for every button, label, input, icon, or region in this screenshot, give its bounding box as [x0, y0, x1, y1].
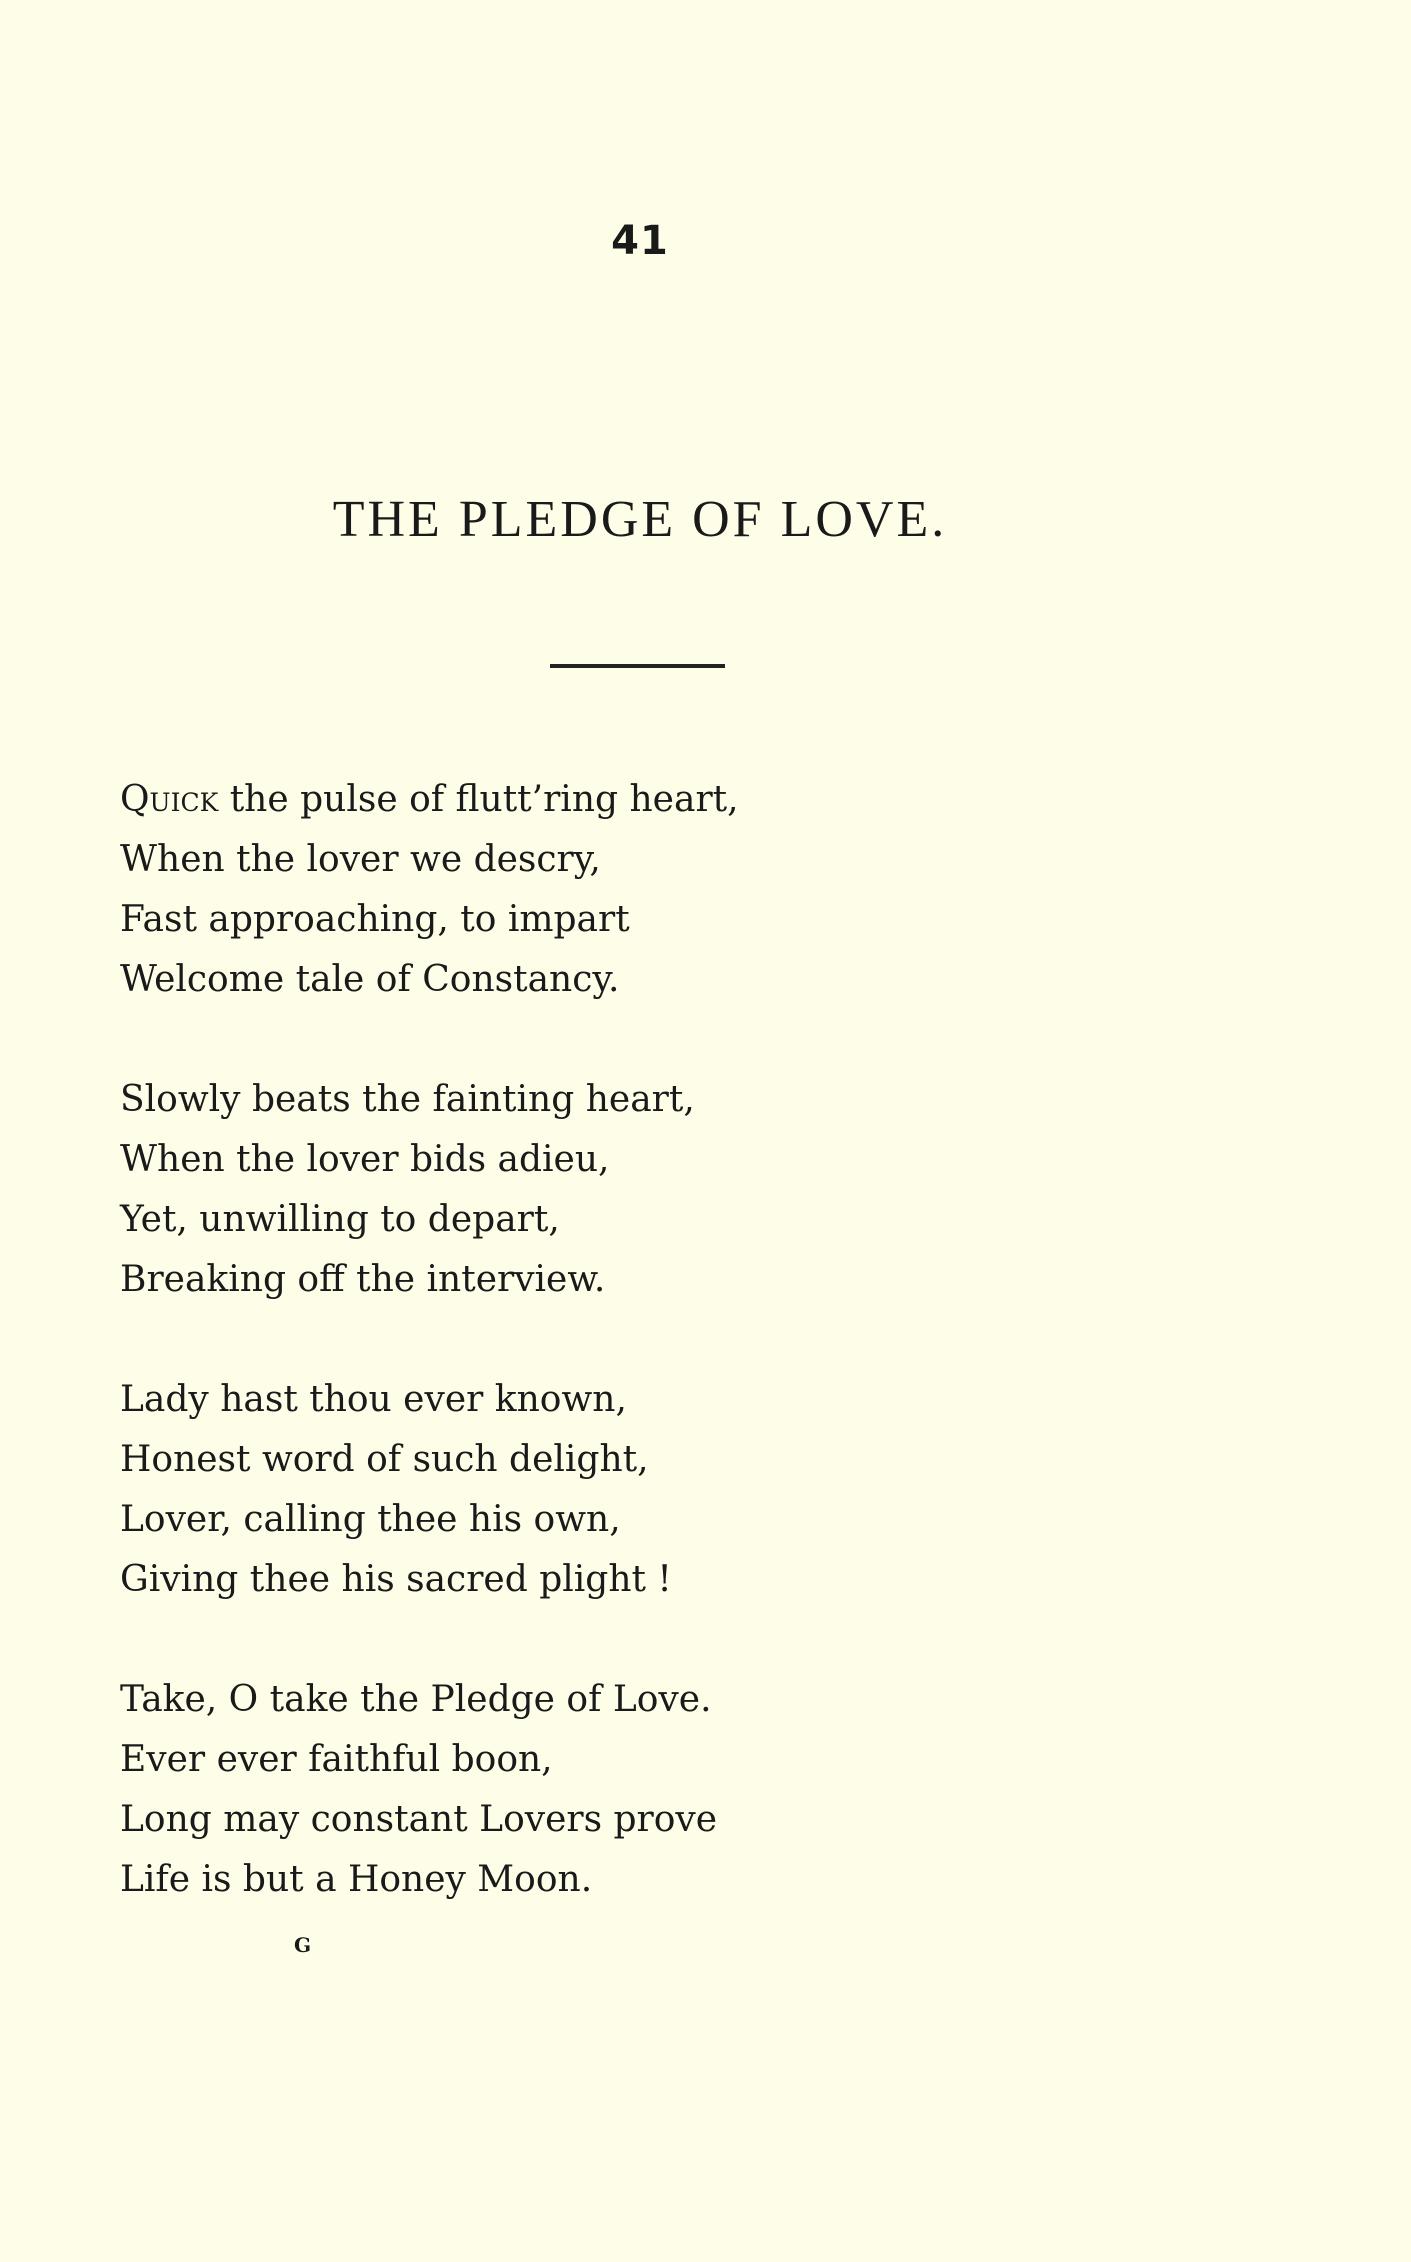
stanza-3	[120, 1370, 1120, 1610]
stanza-1	[120, 770, 1120, 1010]
page-number: 41	[611, 218, 669, 264]
stanza-2	[120, 1070, 1120, 1310]
poem-line: Life is but a Honey Moon.	[120, 1859, 593, 1900]
poem-line: Slowly beats the fainting heart,	[120, 1079, 695, 1120]
first-line-rest: the pulse of flutt’ring heart,	[218, 779, 739, 820]
poem-line: Ever ever faithful boon,	[120, 1739, 553, 1780]
poem-line: Yet, unwilling to depart,	[120, 1199, 560, 1240]
poem-line: Giving thee his sacred plight !	[120, 1559, 672, 1600]
poem-line: When the lover bids adieu,	[120, 1139, 610, 1180]
poem-line: When the lover we descry,	[120, 839, 601, 880]
poem-body	[120, 770, 1120, 1970]
poem-line: Welcome tale of Constancy.	[120, 959, 620, 1000]
signature-mark: G	[294, 1933, 312, 1957]
poem-line: Long may constant Lovers prove	[120, 1799, 718, 1840]
title-divider	[550, 664, 725, 668]
drop-word: Quick	[120, 779, 219, 820]
poem-line: Fast approaching, to impart	[120, 899, 630, 940]
poem-line: Breaking off the interview.	[120, 1259, 606, 1300]
poem-title: THE PLEDGE OF LOVE.	[332, 491, 948, 548]
poem-line: Take, O take the Pledge of Love.	[120, 1679, 712, 1720]
poem-line: Honest word of such delight,	[120, 1439, 649, 1480]
poem-line	[120, 770, 1120, 830]
poem-line: Lover, calling thee his own,	[120, 1499, 621, 1540]
poem-line: Lady hast thou ever known,	[120, 1379, 627, 1420]
stanza-4	[120, 1670, 1120, 1910]
